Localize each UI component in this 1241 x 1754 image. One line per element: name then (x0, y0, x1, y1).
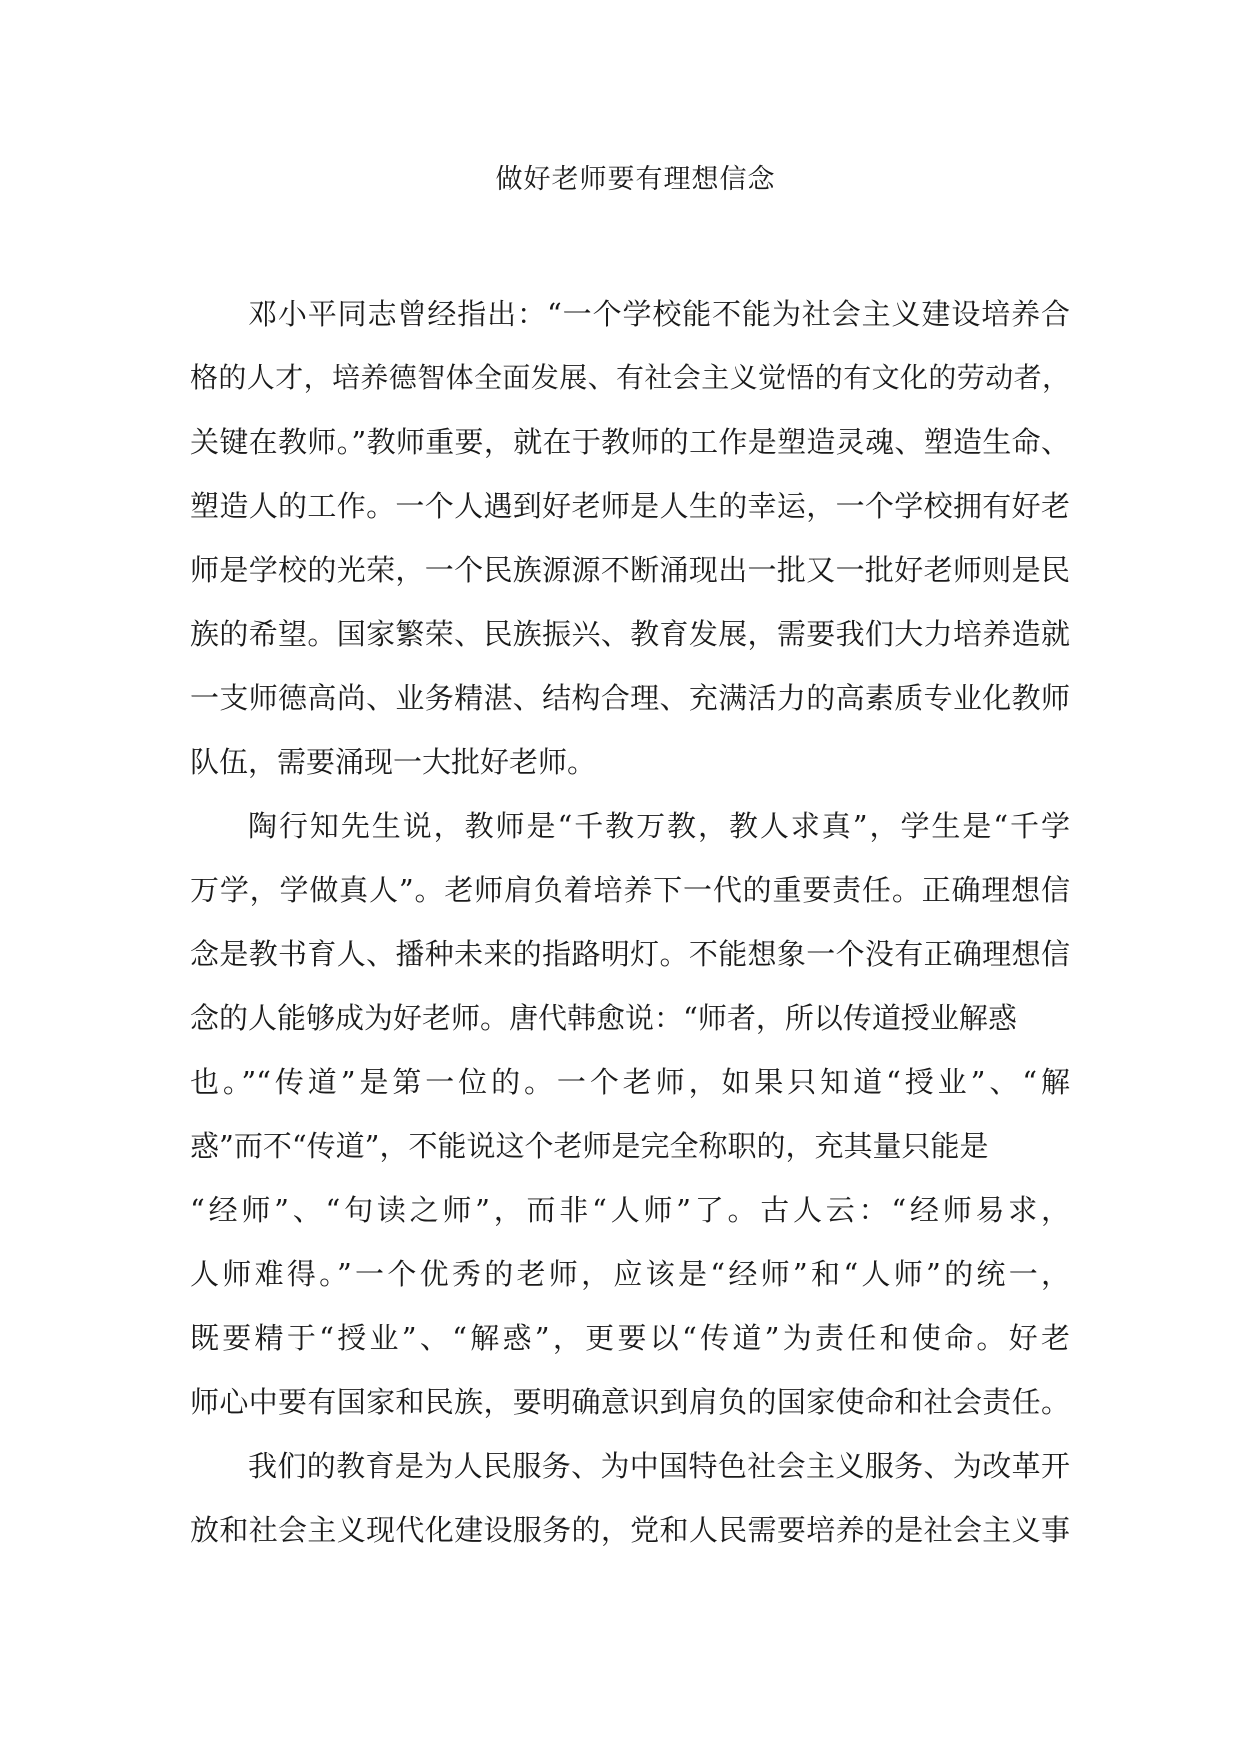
text-line: 关键在教师。”教师重要，就在于教师的工作是塑造灵魂、塑造生命、 (190, 425, 1070, 459)
text-line: 师心中要有国家和民族，要明确意识到肩负的国家使命和社会责任。 (190, 1385, 1070, 1419)
text-line: 队伍，需要涌现一大批好老师。 (190, 745, 597, 779)
text-line: 族的希望。国家繁荣、民族振兴、教育发展，需要我们大力培养造就 (190, 617, 1070, 651)
text-line: 万学，学做真人”。老师肩负着培养下一代的重要责任。正确理想信 (190, 873, 1070, 907)
text-line: 格的人才，培养德智体全面发展、有社会主义觉悟的有文化的劳动者， (190, 361, 1070, 394)
text-line: 我们的教育是为人民服务、为中国特色社会主义服务、为改革开 (248, 1449, 1070, 1483)
document-title-text: 做好老师要有理想信念 (495, 164, 776, 195)
text-line: 念的人能够成为好老师。唐代韩愈说：“师者，所以传道授业解惑 (190, 1001, 1017, 1035)
text-line: 陶行知先生说，教师是“千教万教，教人求真”，学生是“千学 (248, 809, 1070, 843)
text-line: 人师难得。”一个优秀的老师，应该是“经师”和“人师”的统一， (190, 1257, 1070, 1291)
document-title (0, 160, 1241, 200)
text-line: 惑”而不“传道”，不能说这个老师是完全称职的，充其量只能是 (190, 1129, 989, 1163)
text-line: 既要精于“授业”、“解惑”，更要以“传道”为责任和使命。好老 (190, 1321, 1070, 1355)
text-line: 师是学校的光荣，一个民族源源不断涌现出一批又一批好老师则是民 (190, 553, 1070, 587)
text-line: 一支师德高尚、业务精湛、结构合理、充满活力的高素质专业化教师 (190, 681, 1070, 715)
text-line: 放和社会主义现代化建设服务的，党和人民需要培养的是社会主义事 (190, 1513, 1070, 1547)
text-line: 塑造人的工作。一个人遇到好老师是人生的幸运，一个学校拥有好老 (190, 489, 1070, 523)
text-line: 也。”“传道”是第一位的。一个老师，如果只知道“授业”、“解 (190, 1065, 1070, 1099)
document-body (190, 292, 1070, 1572)
text-line: 邓小平同志曾经指出：“一个学校能不能为社会主义建设培养合 (248, 297, 1070, 331)
text-line: “经师”、“句读之师”，而非“人师”了。古人云：“经师易求， (190, 1193, 1070, 1227)
text-line: 念是教书育人、播种未来的指路明灯。不能想象一个没有正确理想信 (190, 937, 1070, 971)
